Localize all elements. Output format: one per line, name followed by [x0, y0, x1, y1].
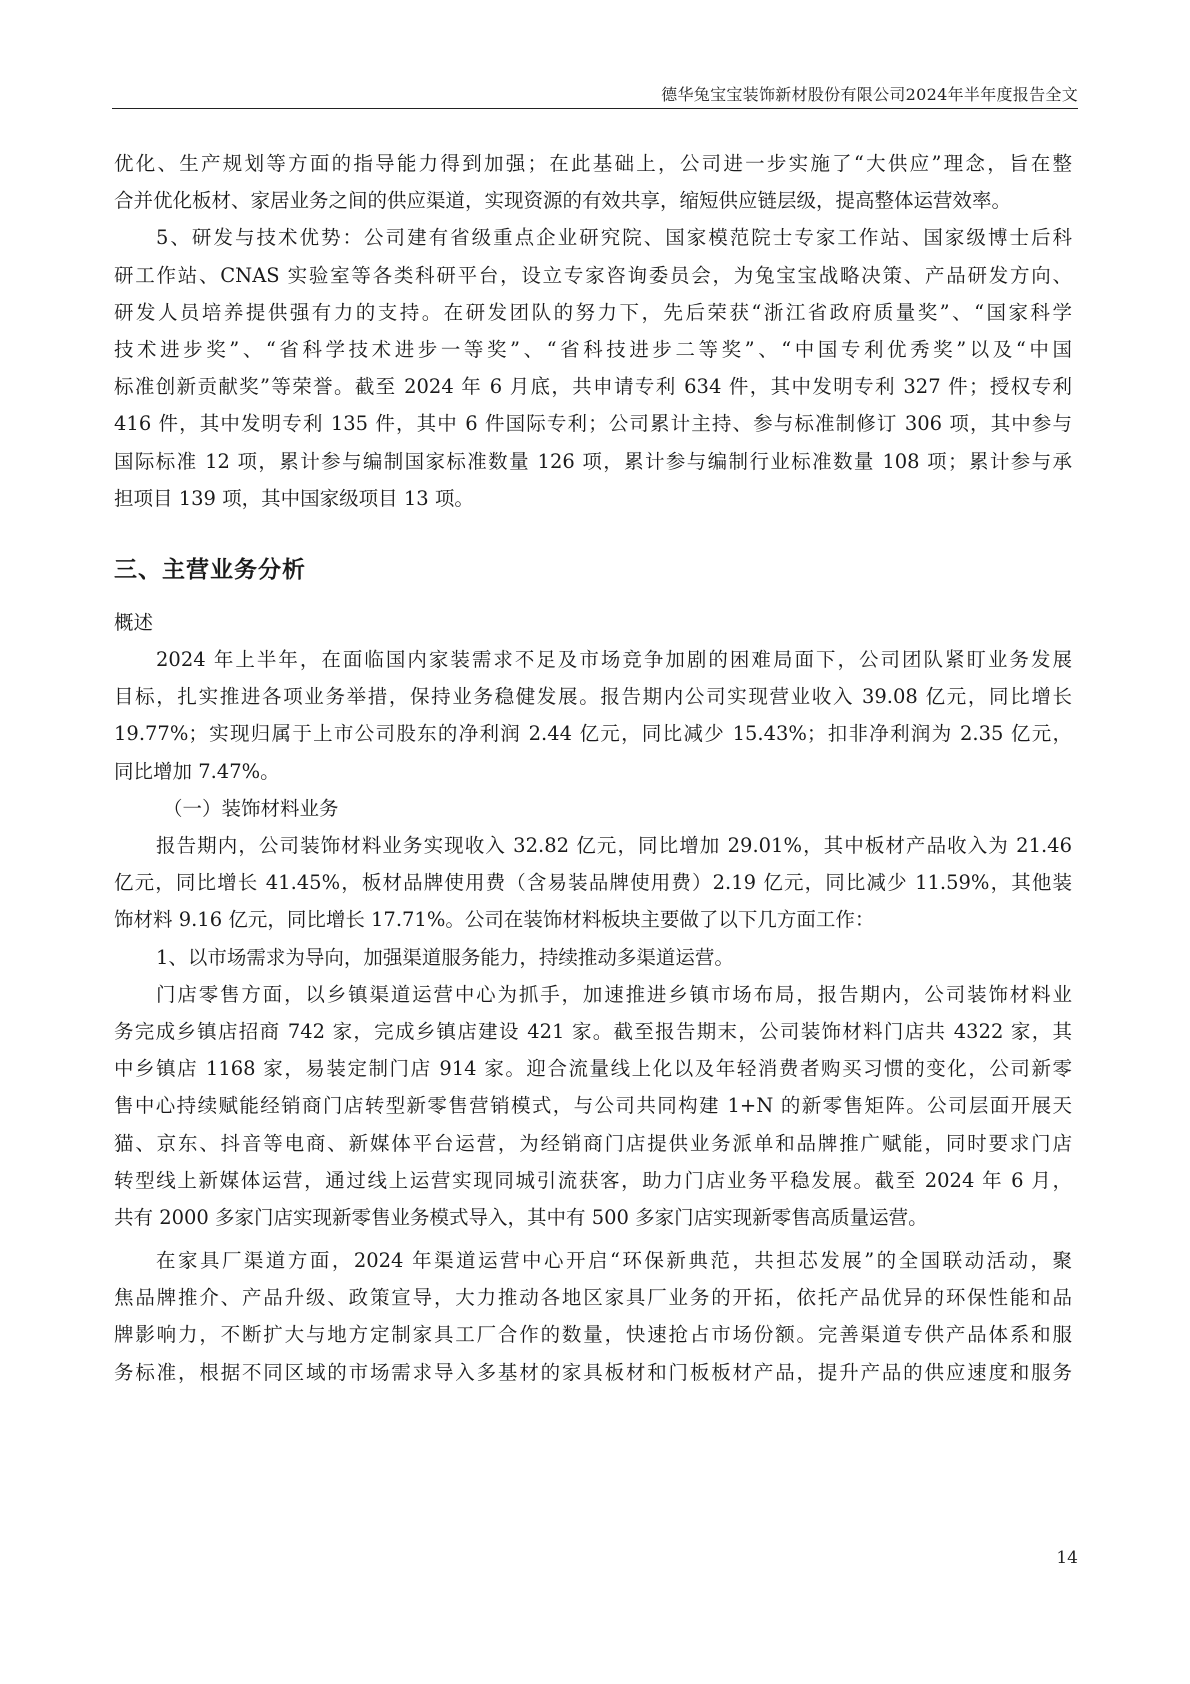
text-line: 研发人员培养提供强有力的支持。在研发团队的努力下，先后荣获“浙江省政府质量奖”、“国家科学	[114, 300, 1072, 324]
text-line: 共有 2000 多家门店实现新零售业务模式导入，其中有 500 多家门店实现新零售高质量运营。	[114, 1205, 928, 1229]
text-line: 同比增加 7.47%。	[114, 759, 280, 783]
paragraph-furniture-channel	[114, 1242, 1072, 1391]
text-line: 售中心持续赋能经销商门店转型新零售营销模式，与公司共同构建 1+N 的新零售矩阵。公司层面开展天	[114, 1094, 1072, 1118]
text-line: 19.77%；实现归属于上市公司股东的净利润 2.44 亿元，同比减少 15.43%；扣非净利润为 2.35 亿元，	[114, 722, 1072, 746]
header-divider	[112, 108, 1078, 109]
text-line: 中乡镇店 1168 家，易装定制门店 914 家。迎合流量线上化以及年轻消费者购买习惯的变化，公司新零	[114, 1057, 1072, 1081]
text-line: 牌影响力，不断扩大与地方定制家具工厂合作的数量，快速抢占市场份额。完善渠道专供产品体系和服	[114, 1323, 1072, 1347]
list-item-heading: 1、以市场需求为导向，加强渠道服务能力，持续推动多渠道运营。	[156, 945, 734, 969]
text-line: 担项目 139 项，其中国家级项目 13 项。	[114, 486, 474, 510]
paragraph-retail-stores	[114, 976, 1072, 1236]
text-line: 416 件，其中发明专利 135 件，其中 6 件国际专利；公司累计主持、参与标准制修订 306 项，其中参与	[114, 412, 1072, 436]
text-line: 亿元，同比增长 41.45%，板材品牌使用费（含易装品牌使用费）2.19 亿元，同比减少 11.59%，其他装	[114, 871, 1072, 895]
text-line: 国际标准 12 项，累计参与编制国家标准数量 126 项，累计参与编制行业标准数量 108 项；累计参与承	[114, 449, 1072, 473]
paragraph-rd-advantage	[114, 219, 1072, 517]
text-line: 务完成乡镇店招商 742 家，完成乡镇店建设 421 家。截至报告期末，公司装饰材料门店共 4322 家，其	[114, 1019, 1072, 1043]
text-line: 猫、京东、抖音等电商、新媒体平台运营，为经销商门店提供业务派单和品牌推广赋能，同时要求门店	[114, 1131, 1072, 1155]
text-line: 标准创新贡献奖”等荣誉。截至 2024 年 6 月底，共申请专利 634 件，其中发明专利 327 件；授权专利	[114, 375, 1072, 399]
text-line: 技术进步奖”、“省科学技术进步一等奖”、“省科技进步二等奖”、“中国专利优秀奖”以及“中国	[114, 337, 1072, 361]
text-line: 研工作站、CNAS 实验室等各类科研平台，设立专家咨询委员会，为兔宝宝战略决策、产品研发方向、	[114, 263, 1072, 287]
text-line: 焦品牌推介、产品升级、政策宣导，大力推动各地区家具厂业务的开拓，依托产品优异的环保性能和品	[114, 1286, 1072, 1310]
paragraph-decor-materials	[114, 827, 1072, 939]
text-line: 2024 年上半年，在面临国内家装需求不足及市场竞争加剧的困难局面下，公司团队紧盯业务发展	[156, 648, 1072, 672]
subsection-heading: （一）装饰材料业务	[163, 796, 339, 820]
text-line: 门店零售方面，以乡镇渠道运营中心为抓手，加速推进乡镇市场布局，报告期内，公司装饰材料业	[156, 982, 1072, 1006]
text-line: 目标，扎实推进各项业务举措，保持业务稳健发展。报告期内公司实现营业收入 39.08 亿元，同比增长	[114, 685, 1072, 709]
text-line: 5、研发与技术优势：公司建有省级重点企业研究院、国家模范院士专家工作站、国家级博士后科	[156, 226, 1072, 250]
paragraph-supply-chain	[114, 145, 1072, 219]
text-line: 在家具厂渠道方面，2024 年渠道运营中心开启“环保新典范，共担芯发展”的全国联动活动，聚	[156, 1249, 1072, 1273]
report-header-title: 德华兔宝宝装饰新材股份有限公司2024年半年度报告全文	[661, 85, 1078, 104]
text-line: 务标准，根据不同区域的市场需求导入多基材的家具板材和门板板材产品，提升产品的供应速度和服务	[114, 1360, 1072, 1384]
overview-label: 概述	[114, 610, 154, 634]
document-body	[114, 145, 1072, 1391]
section-heading: 三、主营业务分析	[114, 556, 306, 583]
page-number: 14	[1056, 1548, 1078, 1568]
text-line: 饰材料 9.16 亿元，同比增长 17.71%。公司在装饰材料板块主要做了以下几方面工作：	[114, 908, 875, 932]
text-line: 优化、生产规划等方面的指导能力得到加强；在此基础上，公司进一步实施了“大供应”理念，旨在整	[114, 152, 1072, 175]
paragraph-overview	[114, 641, 1072, 790]
text-line: 转型线上新媒体运营，通过线上运营实现同城引流获客，助力门店业务平稳发展。截至 2024 年 6 月，	[114, 1168, 1072, 1192]
text-line: 合并优化板材、家居业务之间的供应渠道，实现资源的有效共享，缩短供应链层级，提高整体运营效率。	[114, 189, 1012, 213]
text-line: 报告期内，公司装饰材料业务实现收入 32.82 亿元，同比增加 29.01%，其中板材产品收入为 21.46	[156, 834, 1072, 857]
